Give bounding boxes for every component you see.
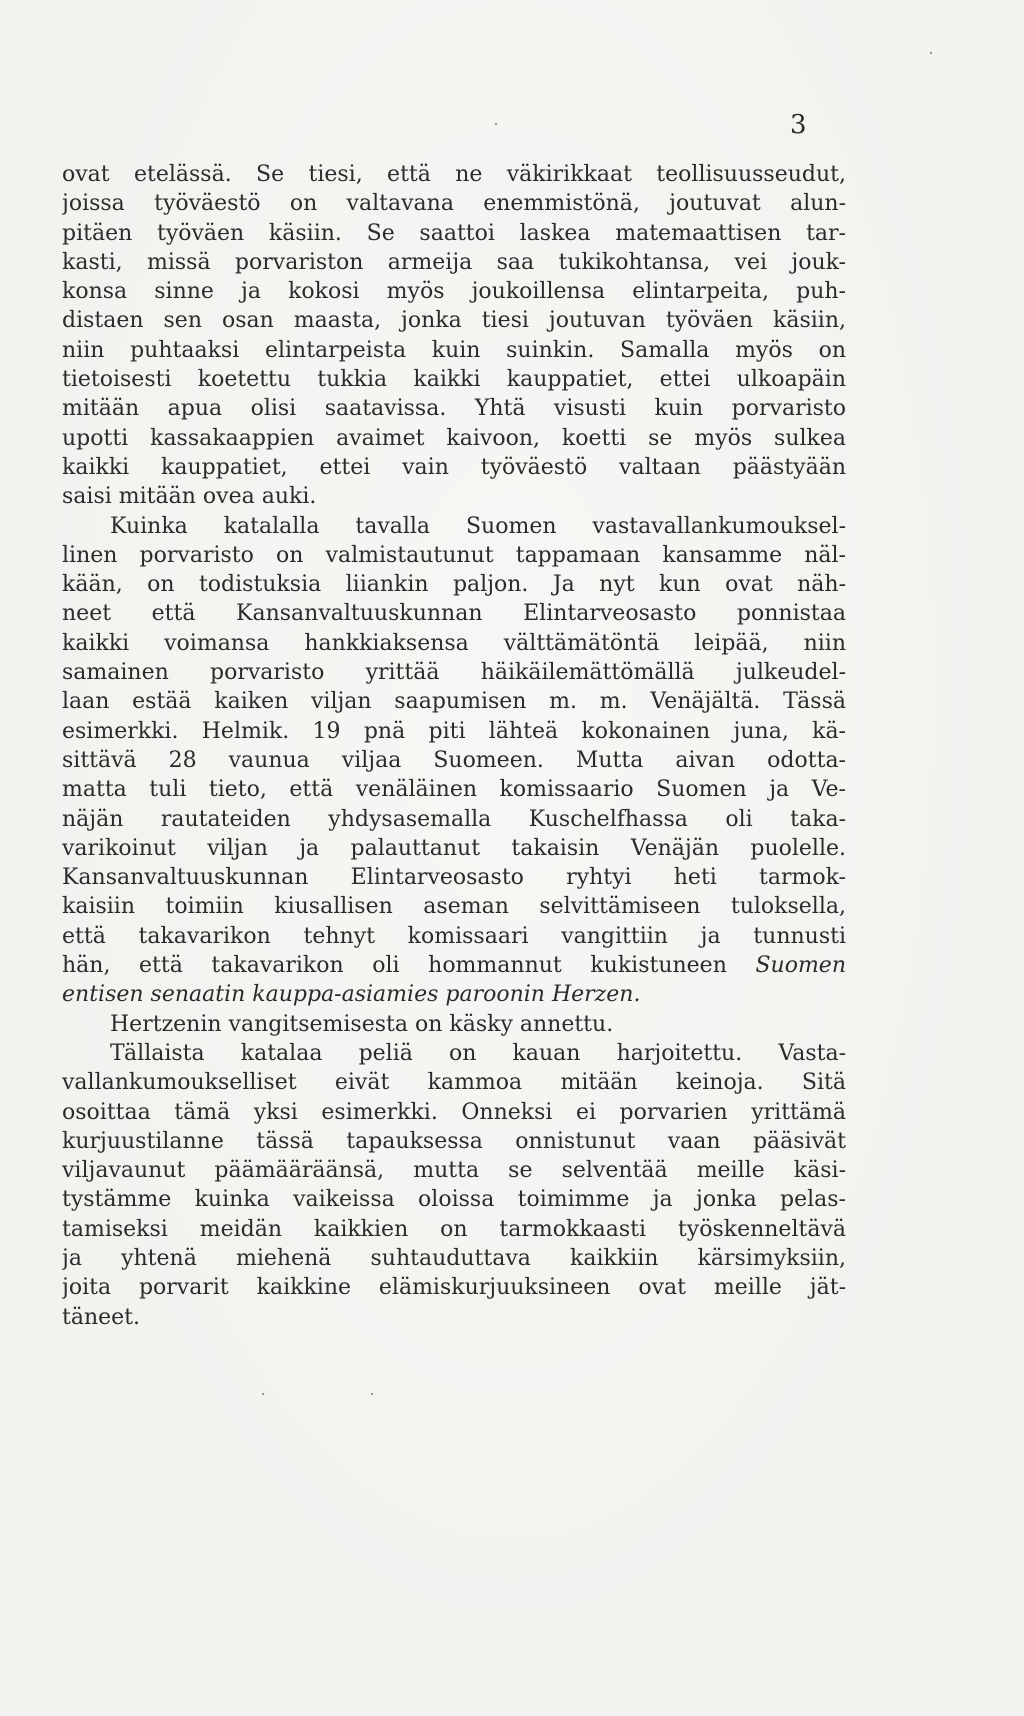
text-line: tietoisesti koetettu tukkia kaikki kauppatiet, ettei ulkoapäin xyxy=(62,367,846,393)
text-line: upotti kassakaappien avaimet kaivoon, koetti se myös sulkea xyxy=(62,425,846,451)
text-line: matta tuli tieto, että venäläinen komissaario Suomen ja Ve- xyxy=(62,777,846,803)
text-line: Kuinka katalalla tavalla Suomen vastavallankumouksel- xyxy=(110,513,846,539)
text-line: distaen sen osan maasta, jonka tiesi joutuvan työväen käsiin, xyxy=(62,308,846,334)
text-line: esimerkki. Helmik. 19 pnä piti lähteä kokonainen juna, kä- xyxy=(62,718,846,744)
dust-speck xyxy=(262,1393,264,1395)
text-line: tamiseksi meidän kaikkien on tarmokkaasti työskenneltävä xyxy=(62,1216,846,1242)
text-line: että takavarikon tehnyt komissaari vangittiin ja tunnusti xyxy=(62,923,846,949)
dust-speck xyxy=(930,52,932,54)
text-line: ja yhtenä miehenä suhtauduttava kaikkiin kärsimyksiin, xyxy=(62,1245,846,1271)
text-line: kaisiin toimiin kiusallisen aseman selvittämiseen tuloksella, xyxy=(62,894,846,920)
dust-speck xyxy=(495,123,497,125)
text-line: entisen senaatin kauppa-asiamies paroonin Herzen. xyxy=(62,982,641,1008)
text-line: konsa sinne ja kokosi myös joukoillensa elintarpeita, puh- xyxy=(62,279,846,305)
text-line: laan estää kaiken viljan saapumisen m. m. Venäjältä. Tässä xyxy=(62,689,846,715)
text-line: pitäen työväen käsiin. Se saattoi laskea matemaattisen tar- xyxy=(62,220,846,246)
text-line: kurjuustilanne tässä tapauksessa onnistunut vaan pääsivät xyxy=(62,1128,846,1154)
text-line xyxy=(62,951,846,980)
dust-speck xyxy=(371,1393,373,1395)
text-line: mitään apua olisi saatavissa. Yhtä visusti kuin porvaristo xyxy=(62,396,846,422)
text-line: Tällaista katalaa peliä on kauan harjoitettu. Vasta- xyxy=(110,1040,846,1066)
body-text xyxy=(62,160,846,1332)
text-line: ovat etelässä. Se tiesi, että ne väkirikkaat teollisuusseudut, xyxy=(62,162,846,187)
text-line: joissa työväestö on valtavana enemmistönä, joutuvat alun- xyxy=(62,191,846,217)
text-line: osoittaa tämä yksi esimerkki. Onneksi ei porvarien yrittämä xyxy=(62,1099,846,1125)
text-line-part: hän, että takavarikon oli hommannut kukistuneen xyxy=(62,953,756,979)
text-line: niin puhtaaksi elintarpeista kuin suinkin. Samalla myös on xyxy=(62,337,846,363)
text-line: neet että Kansanvaltuuskunnan Elintarveosasto ponnistaa xyxy=(62,601,846,627)
text-line: näjän rautateiden yhdysasemalla Kuschelfhassa oli taka- xyxy=(62,806,846,832)
text-line: kaikki kauppatiet, ettei vain työväestö valtaan päästyään xyxy=(62,454,846,480)
text-line: Kansanvaltuuskunnan Elintarveosasto ryhtyi heti tarmok- xyxy=(62,865,846,891)
text-line: vallankumoukselliset eivät kammoa mitään keinoja. Sitä xyxy=(62,1070,846,1096)
text-line-italic-part: Suomen xyxy=(755,953,846,979)
text-line: kasti, missä porvariston armeija saa tukikohtansa, vei jouk- xyxy=(62,249,846,275)
text-line: joita porvarit kaikkine elämiskurjuuksineen ovat meille jät- xyxy=(62,1275,846,1301)
text-line: saisi mitään ovea auki. xyxy=(62,484,317,510)
text-line: kaikki voimansa hankkiaksensa välttämätöntä leipää, niin xyxy=(62,630,846,656)
text-line: Hertzenin vangitsemisesta on käsky annettu. xyxy=(110,1011,614,1037)
text-line: varikoinut viljan ja palauttanut takaisin Venäjän puolelle. xyxy=(62,835,846,861)
text-line: samainen porvaristo yrittää häikäilemättömällä julkeudel- xyxy=(62,660,846,686)
text-line: tystämme kuinka vaikeissa oloissa toimimme ja jonka pelas- xyxy=(62,1187,846,1213)
text-line: viljavaunut päämääräänsä, mutta se selventää meille käsi- xyxy=(62,1158,846,1184)
text-line: täneet. xyxy=(62,1304,140,1330)
page-number: 3 xyxy=(790,110,807,140)
text-line: linen porvaristo on valmistautunut tappamaan kansamme näl- xyxy=(62,542,846,568)
text-line: sittävä 28 vaunua viljaa Suomeen. Mutta aivan odotta- xyxy=(62,747,846,773)
text-line: kään, on todistuksia liiankin paljon. Ja nyt kun ovat näh- xyxy=(62,572,846,598)
